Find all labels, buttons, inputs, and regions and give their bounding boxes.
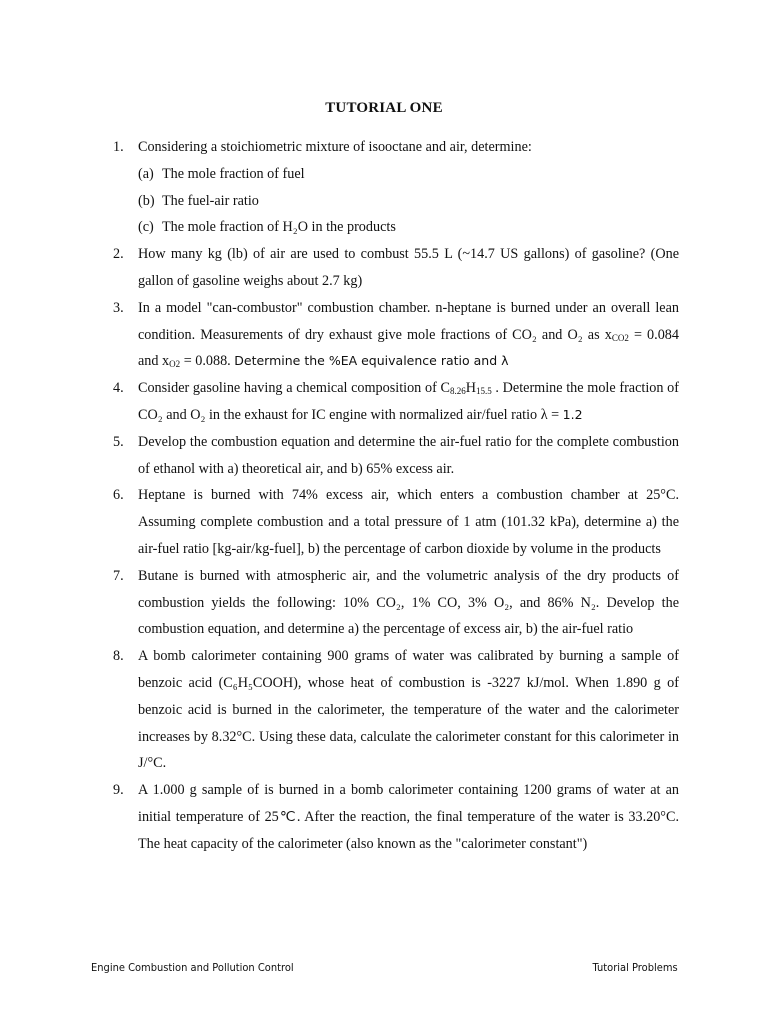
problem-list bbox=[113, 134, 679, 858]
problem-number: 2. bbox=[113, 246, 124, 263]
sub-text: The fuel-air ratio bbox=[162, 192, 259, 209]
problem-2 bbox=[113, 241, 679, 295]
problem-number: 8. bbox=[113, 648, 124, 665]
problem-text: A 1.000 g sample of is burned in a bomb calorimeter containing 1200 grams of water at an initial temperature of 25℃. After the reaction, the final temperature of the water is 33.20°C. The heat capacity of the calorimeter (also known as the "calorimeter constant") bbox=[138, 782, 679, 852]
problem-text: Determine the %EA equivalence ratio and λ bbox=[234, 353, 509, 369]
problem-1 bbox=[113, 134, 679, 241]
problem-text: H bbox=[465, 380, 476, 397]
problem-5 bbox=[113, 429, 679, 483]
problem-number: 1. bbox=[113, 139, 124, 155]
problem-8 bbox=[113, 643, 679, 777]
subscript: O2 bbox=[169, 359, 181, 370]
subscript: CO2 bbox=[611, 332, 629, 343]
problem-text: Heptane is burned with 74% excess air, which enters a combustion chamber at 25°C. Assuming complete combustion and a total pressure of 1 atm (101.32 kPa), determine a) the air-fuel ratio [kg-air/kg-fuel], b) the percentage of carbon dioxide by volume in the products bbox=[138, 487, 679, 557]
problem-text: = 0.088. bbox=[180, 353, 235, 370]
sub-label: (b) bbox=[138, 192, 155, 209]
problem-9 bbox=[113, 777, 679, 857]
sub-text: The mole fraction of H₂O in the products bbox=[162, 219, 396, 236]
problem-number: 3. bbox=[113, 299, 124, 316]
footer-course-title: Engine Combustion and Pollution Control bbox=[91, 961, 294, 974]
problem-number: 9. bbox=[113, 782, 124, 799]
sub-question-c bbox=[138, 214, 679, 241]
sub-question-b bbox=[138, 188, 679, 215]
subscript: 8.26 bbox=[449, 386, 466, 397]
problem-number: 4. bbox=[113, 380, 124, 397]
problem-text: Considering a stoichiometric mixture of isooctane and air, determine: bbox=[138, 139, 532, 155]
sub-label: (c) bbox=[138, 219, 154, 236]
problem-number: 5. bbox=[113, 433, 124, 450]
subscript: 15.5 bbox=[475, 386, 492, 397]
problem-text: = 0.084 and x bbox=[138, 326, 679, 370]
problem-text: How many kg (lb) of air are used to combust 55.5 L (~14.7 US gallons) of gasoline? (One gallon of gasoline weighs about 2.7 kg) bbox=[138, 246, 679, 289]
problem-text: Develop the combustion equation and determine the air-fuel ratio for the complete combustion of ethanol with a) theoretical air, and b) 65% excess air. bbox=[138, 433, 679, 477]
problem-text: A bomb calorimeter containing 900 grams of water was calibrated by burning a sample of benzoic acid (C₆H₅COOH), whose heat of combustion is -3227 kJ/mol. When 1.890 g of benzoic acid is burned in the calorimeter, the temperature of the water and the calorimeter increases by 8.32°C. Using these data, calculate the calorimeter constant for this calorimeter in J/°C. bbox=[138, 648, 679, 772]
problem-number: 7. bbox=[113, 567, 124, 584]
page-title: TUTORIAL ONE bbox=[325, 100, 443, 116]
sub-question-list bbox=[138, 161, 679, 241]
problem-6 bbox=[113, 482, 679, 562]
problem-number: 6. bbox=[113, 487, 124, 504]
sub-question-a bbox=[138, 161, 679, 188]
problem-7 bbox=[113, 563, 679, 643]
problem-4 bbox=[113, 375, 679, 429]
problem-text: Consider gasoline having a chemical composition of C bbox=[138, 380, 450, 397]
problem-text: In a model "can-combustor" combustion chamber. n-heptane is burned under an overall lean condition. Measurements of dry exhaust give mole fractions of CO₂ and O₂ as x bbox=[138, 299, 679, 343]
footer-section-title: Tutorial Problems bbox=[592, 961, 678, 974]
problem-text: Butane is burned with atmospheric air, and the volumetric analysis of the dry products of combustion yields the following: 10% CO₂, 1% CO, 3% O₂, and 86% N₂. Develop the combustion equation, and determine a) the percentage of excess air, b) the air-fuel ratio bbox=[138, 567, 679, 638]
problem-text: 1.2 bbox=[562, 406, 583, 422]
sub-text: The mole fraction of fuel bbox=[162, 165, 305, 182]
sub-label: (a) bbox=[138, 165, 154, 182]
problem-text: . Determine the mole fraction of CO₂ and O₂ in the exhaust for IC engine with normalized air/fuel ratio λ = bbox=[138, 380, 679, 423]
problem-3 bbox=[113, 295, 679, 375]
